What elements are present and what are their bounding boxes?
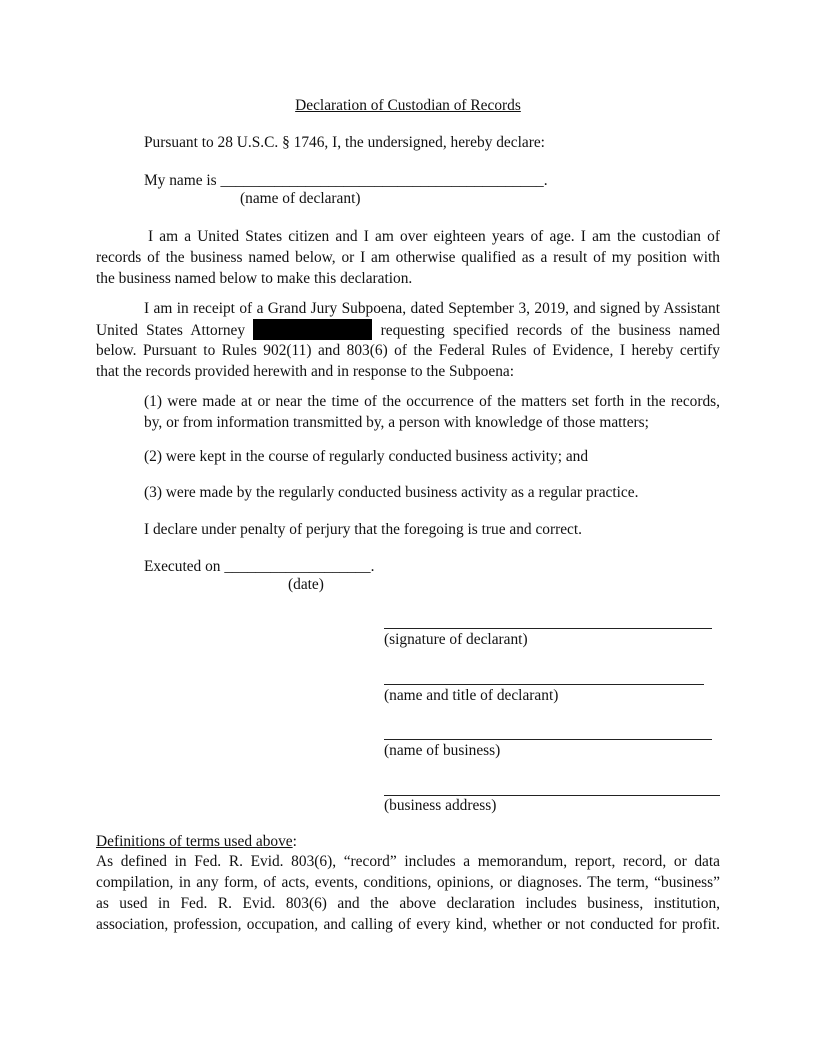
definitions-line4: association, profession, occupation, and calling of every kind, whether or not conducted for profit. <box>96 916 720 933</box>
definitions-line1: As defined in Fed. R. Evid. 803(6), “record” includes a memorandum, report, record, or data <box>96 853 720 870</box>
definitions-heading-colon: : <box>292 833 297 850</box>
list-item-1 <box>144 391 720 433</box>
paragraph-citizenship <box>96 226 720 289</box>
para1-line1: I am a United States citizen and I am over eighteen years of age. I am the custodian of <box>148 228 720 245</box>
para2-line3: below. Pursuant to Rules 902(11) and 803(6) of the Federal Rules of Evidence, I hereby certify <box>96 342 720 359</box>
document-title: Declaration of Custodian of Records <box>295 97 521 114</box>
paragraph-subpoena <box>96 298 720 382</box>
name-prefix: My name is <box>144 172 217 189</box>
definitions-line3: as used in Fed. R. Evid. 803(6) and the above declaration includes business, institution, <box>96 895 720 912</box>
definitions-heading-text: Definitions of terms used above <box>96 833 293 850</box>
list-item-3: (3) were made by the regularly conducted business activity as a regular practice. <box>144 484 639 501</box>
definitions-line2: compilation, in any form, of acts, events, conditions, opinions, or diagnoses. The term, “business” <box>96 874 720 891</box>
definitions-heading <box>96 833 297 851</box>
business-address-caption: (business address) <box>384 797 497 814</box>
redaction-bar <box>253 319 372 340</box>
document-page <box>96 0 720 1056</box>
para1-line2: records of the business named below, or I am otherwise qualified as a result of my position with <box>96 249 720 266</box>
signature-caption: (signature of declarant) <box>384 631 528 648</box>
name-blank: __________________________________________. <box>220 172 548 189</box>
signature-line <box>384 628 712 629</box>
perjury-declaration: I declare under penalty of perjury that the foregoing is true and correct. <box>144 521 583 538</box>
business-address-line <box>384 795 720 796</box>
item1-line1: (1) were made at or near the time of the occurrence of the matters set forth in the records, <box>144 393 720 410</box>
name-line <box>144 172 548 190</box>
para2-line2-after: requesting specified records of the business named <box>380 322 720 339</box>
intro-statement: Pursuant to 28 U.S.C. § 1746, I, the undersigned, hereby declare: <box>144 134 545 151</box>
executed-line <box>144 558 374 576</box>
executed-prefix: Executed on <box>144 558 221 575</box>
item1-line2: by, or from information transmitted by, a person with knowledge of those matters; <box>144 414 649 431</box>
name-caption: (name of declarant) <box>240 190 361 207</box>
list-item-2: (2) were kept in the course of regularly conducted business activity; and <box>144 448 589 465</box>
date-caption: (date) <box>288 576 324 593</box>
business-name-caption: (name of business) <box>384 742 501 759</box>
name-title-caption: (name and title of declarant) <box>384 687 559 704</box>
name-title-line <box>384 684 704 685</box>
para2-line4: that the records provided herewith and in response to the Subpoena: <box>96 363 514 380</box>
para2-line1: I am in receipt of a Grand Jury Subpoena, dated September 3, 2019, and signed by Assistant <box>144 300 720 317</box>
definitions-body <box>96 851 720 935</box>
executed-blank: ___________________. <box>224 558 375 575</box>
business-name-line <box>384 739 712 740</box>
para2-line2-before: United States Attorney <box>96 322 246 339</box>
para2-line2 <box>96 319 720 340</box>
para1-line3: the business named below to make this declaration. <box>96 270 413 287</box>
